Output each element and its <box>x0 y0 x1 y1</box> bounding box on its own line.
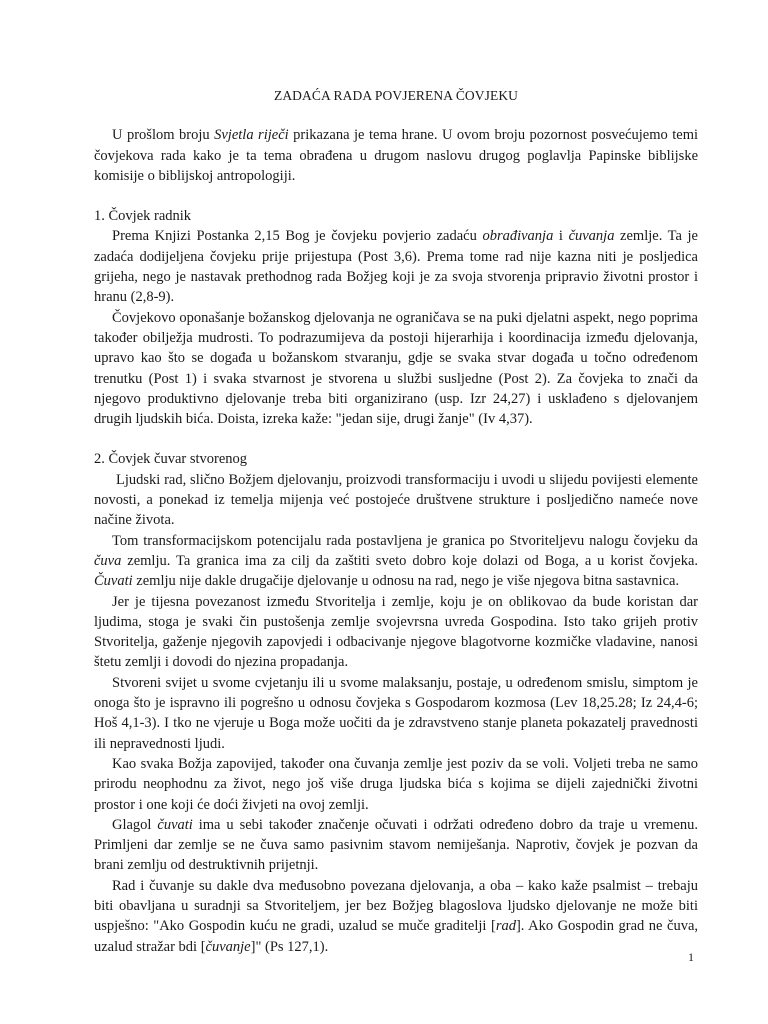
s2p2-text-1: Tom transformacijskom potencijalu rada postavljena je granica po Stvoriteljevu nalogu čovjeku da <box>112 532 698 549</box>
s2p7-italic-1: rad <box>495 918 516 935</box>
s2p7-text-3: ]" (Ps 127,1). <box>250 938 329 955</box>
s2p2-text-3: zemlju nije dakle drugačije djelovanje u odnosu na rad, nego je više njegova bitna sastavnica. <box>132 573 680 590</box>
section2-heading: 2. Čovjek čuvar stvorenog <box>94 451 248 468</box>
spacer <box>94 186 698 206</box>
s1p1-italic-2: čuvanja <box>568 228 615 245</box>
s1p1-text-2: i <box>553 228 569 245</box>
s1p1-italic-1: obrađivanja <box>482 228 554 245</box>
intro-text-1: U prošlom broju <box>112 127 215 144</box>
document-title: ZADAĆA RADA POVJERENA ČOVJEKU <box>273 88 519 103</box>
s2p6-text-2: ima u sebi također značenje očuvati i održati određeno dobro da traje u vremenu. Primljeni dar zemlje se ne čuva samo pasivnim stavom nemiješanja. Naprotiv, čovjek je pozvan da brani zemlju od destruktivnih prijetnji. <box>94 816 699 874</box>
section1-heading: 1. Čovjek radnik <box>94 208 192 225</box>
section2-paragraph-7 <box>94 876 698 957</box>
s2p7-italic-2: čuvanje <box>205 938 251 955</box>
section2-paragraph-1: Ljudski rad, slično Božjem djelovanju, proizvodi transformaciju i uvodi u slijedu povijesti elemente novosti, a ponekad iz temelja mijenja već postojeće društvene strukture i posljedično nameće nove načine života. <box>94 471 698 529</box>
section1-paragraph-1 <box>94 226 698 307</box>
s1p1-text-1: Prema Knjizi Postanka 2,15 Bog je čovjeku povjerio zadaću <box>112 228 483 245</box>
s2p6-text-1: Glagol <box>112 816 158 833</box>
s1p1-text-3: zemlje. Ta je zadaća dodijeljena čovjeku prije prijestupa (Post 3,6). Prema tome rad nije kazna niti je posljedica grijeha, nego je nastavak prethodnog rada Božjeg koji je za svoja stvorenja pripravio životni prostor i hranu (2,8-9). <box>94 228 698 306</box>
s2p7-text-2: ]. Ako Gospodin grad ne čuva, uzalud stražar bdi [ <box>94 918 699 955</box>
section2-paragraph-6 <box>94 815 698 876</box>
s2p2-italic-1: čuva <box>94 552 122 569</box>
s2p7-text-1: Rad i čuvanje su dakle dva međusobno povezana djelovanja, a oba – kako kaže psalmist – trebaju biti obavljana u suradnji sa Stvoriteljem, jer bez Božjeg blagoslova ljudsko djelovanje ne može biti uspješno: "Ako Gospodin kuću ne gradi, uzalud se muče graditelji [ <box>94 877 698 935</box>
page-number: 1 <box>688 950 694 964</box>
intro-italic-1: Svjetla riječi <box>214 127 289 144</box>
section2-paragraph-3: Jer je tijesna povezanost između Stvoritelja i zemlje, koju je on oblikovao da bude koristan dar ljudima, stoga je svaki čin pustošenja zemlje svojevrsna uvreda Gospodina. Isto tako grijeh protiv Stvoritelja, gaženje njegovih zapovjedi i odbacivanje njegove blagotvorne kozmičke vladavine, nanosi štetu zemlji i dovodi do njezina propadanja. <box>94 593 698 671</box>
document-page <box>94 86 698 957</box>
s2p2-italic-2: Čuvati <box>94 573 133 590</box>
section1-paragraph-2: Čovjekovo oponašanje božanskog djelovanja ne ograničava se na puki djelatni aspekt, nego poprima također obilježja mudrosti. To podrazumijeva da postoji hijerarhija i koordinacija između djelovanja, upravo kao što se događa u božanskom stvaranju, gdje se svaka stvar događa u točno određenom trenutku (Post 1) i svaka stvarnost je stvorena u službi susljedne (Post 2). Za čovjeka to znači da njegovo produktivno djelovanje treba biti organizirano (usp. Izr 24,27) i usklađeno s djelovanjem drugih ljudskih bića. Doista, izreka kaže: "jedan sije, drugi žanje" (Iv 4,37). <box>94 309 698 428</box>
section2-paragraph-5: Kao svaka Božja zapovijed, također ona čuvanja zemlje jest poziv da se voli. Voljeti treba ne samo prirodu neophodnu za život, nego još više druga ljudska bića s kojima se dijeli zajednički životni prostor i one koji će doći živjeti na ovoj zemlji. <box>94 755 698 813</box>
intro-paragraph <box>94 125 698 186</box>
s2p2-text-2: zemlju. Ta granica ima za cilj da zaštiti sveto dobro koje dolazi od Boga, a u korist čovjeka. <box>121 552 698 569</box>
intro-text-2: prikazana je tema hrane. U ovom broju pozornost posvećujemo temi čovjekova rada kako je ta tema obrađena u drugom naslovu drugog poglavlja Papinske biblijske komisije o biblijskoj antropologiji. <box>94 127 699 184</box>
section2-paragraph-4: Stvoreni svijet u svome cvjetanju ili u svome malaksanju, postaje, u određenom smislu, simptom je onoga što je ispravno ili pogrešno u odnosu čovjeka s Gospodarom kozmosa (Lev 18,25.28; Iz 24,4-6; Hoš 4,1-3). I tko ne vjeruje u Boga može uočiti da je zdravstveno stanje planeta pokazatelj pravednosti ili nepravednosti ljudi. <box>94 674 698 752</box>
section2-paragraph-2 <box>94 531 698 592</box>
spacer <box>94 429 698 449</box>
s2p6-italic-1: čuvati <box>157 816 193 833</box>
